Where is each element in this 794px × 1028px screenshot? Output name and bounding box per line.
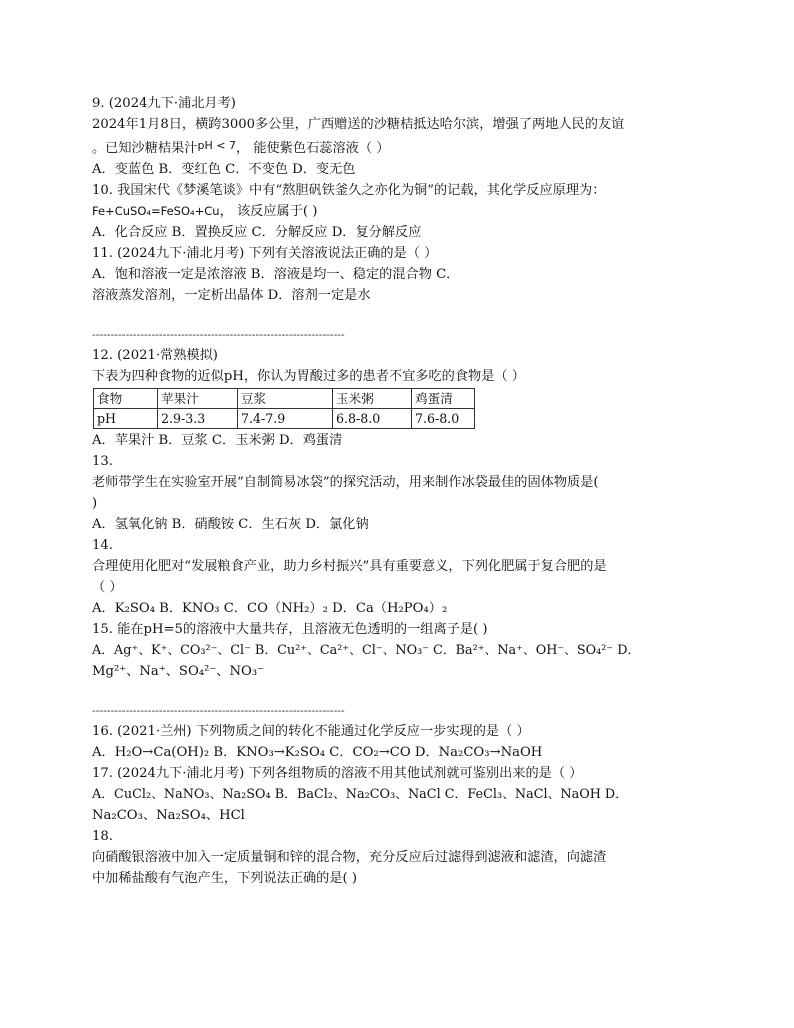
q18-stem-line1: 向硝酸银溶液中加入一定质量铜和锌的混合物，充分反应后过滤得到滤液和滤渣，向滤渣 bbox=[92, 850, 607, 865]
q14-options: A．K₂SO₄ B．KNO₃ C．CO（NH₂）₂ D．Ca（H₂PO₄）₂ bbox=[92, 601, 448, 616]
q10-stem-line2 bbox=[92, 201, 722, 222]
table-cell: 玉米粥 bbox=[333, 389, 412, 409]
q9-stem-line1: 2024年1月8日，横跨3000多公里，广西赠送的沙糖桔抵达哈尔滨，增强了两地人民的友谊 bbox=[92, 117, 625, 132]
q15-options-line2: Mg²⁺、Na⁺、SO₄²⁻、NO₃⁻ bbox=[92, 664, 265, 679]
exam-page bbox=[92, 93, 722, 889]
q14-stem-line2: （ ） bbox=[92, 580, 123, 595]
q17-options-line2: Na₂CO₃、Na₂SO₄、HCl bbox=[92, 808, 245, 823]
table-cell: 6.8-8.0 bbox=[333, 409, 412, 429]
q11-stem: 11. (2024九下·浦北月考) 下列有关溶液说法正确的是（ ） bbox=[92, 246, 438, 261]
q10-stem-line1: 10. 我国宋代《梦溪笔谈》中有“熬胆矾铁釜久之亦化为铜”的记载，其化学反应原理为： bbox=[92, 183, 606, 198]
q11-options-line2: 溶液蒸发溶剂，一定析出晶体 D．溶剂一定是水 bbox=[92, 288, 371, 303]
table-cell: 豆浆 bbox=[238, 389, 333, 409]
q9-stem-line2 bbox=[92, 135, 722, 159]
q12-header: 12. (2021·常熟模拟) bbox=[92, 348, 218, 363]
q18-number: 18. bbox=[92, 829, 113, 844]
separator-2: -------------------------------------------------------------------- bbox=[92, 704, 345, 717]
q11-options-line1: A．饱和溶液一定是浓溶液 B．溶液是均一、稳定的混合物 C． bbox=[92, 267, 460, 282]
q9-options: A．变蓝色 B．变红色 C．不变色 D．变无色 bbox=[92, 162, 356, 177]
q17-options-line1: A．CuCl₂、NaNO₃、Na₂SO₄ B．BaCl₂、Na₂CO₃、NaCl C．FeCl₃、NaCl、NaOH D． bbox=[92, 787, 628, 802]
q10-options: A．化合反应 B．置换反应 C．分解反应 D．复分解反应 bbox=[92, 225, 422, 240]
q17-stem: 17. (2024九下·浦北月考) 下列各组物质的溶液不用其他试剂就可鉴别出来的是（ ） bbox=[92, 766, 583, 781]
q9-header: 9. (2024九下·浦北月考) bbox=[92, 96, 236, 111]
table-cell: 鸡蛋清 bbox=[412, 389, 475, 409]
q13-stem-line2: ) bbox=[92, 496, 98, 511]
table-cell: 2.9-3.3 bbox=[158, 409, 238, 429]
table-cell: 7.6-8.0 bbox=[412, 409, 475, 429]
q13-stem-line1: 老师带学生在实验室开展“自制简易冰袋”的探究活动，用来制作冰袋最佳的固体物质是( bbox=[92, 475, 599, 490]
q16-stem: 16. (2021·兰州) 下列物质之间的转化不能通过化学反应一步实现的是（ ） bbox=[92, 724, 530, 739]
table-cell: 食物 bbox=[94, 389, 158, 409]
table-row bbox=[94, 409, 475, 429]
q14-stem-line1: 合理使用化肥对“发展粮食产业，助力乡村振兴”具有重要意义，下列化肥属于复合肥的是 bbox=[92, 559, 607, 574]
q13-number: 13. bbox=[92, 454, 113, 469]
table-header-row bbox=[94, 389, 475, 409]
table-cell: 苹果汁 bbox=[158, 389, 238, 409]
q9-stem-line2-b: ， 能使紫色石蕊溶液（ ） bbox=[235, 141, 390, 156]
table-cell: pH bbox=[94, 409, 158, 429]
q10-stem-line2-b: ， 该反应属于( ) bbox=[219, 204, 318, 219]
q18-stem-line2: 中加稀盐酸有气泡产生，下列说法正确的是( ) bbox=[92, 871, 358, 886]
q9-stem-line2-a: 。已知沙糖桔果汁 bbox=[92, 141, 198, 156]
q13-options: A．氢氧化钠 B．硝酸铵 C．生石灰 D．氯化钠 bbox=[92, 517, 369, 532]
q12-stem: 下表为四种食物的近似pH，你认为胃酸过多的患者不宜多吃的食物是（ ） bbox=[92, 369, 525, 384]
separator-1: -------------------------------------------------------------------- bbox=[92, 328, 345, 341]
q15-stem: 15. 能在pH=5的溶液中大量共存，且溶液无色透明的一组离子是( ) bbox=[92, 622, 488, 637]
table-cell: 7.4-7.9 bbox=[238, 409, 333, 429]
ph-table bbox=[93, 388, 475, 429]
q12-options: A．苹果汁 B．豆浆 C．玉米粥 D．鸡蛋清 bbox=[92, 433, 343, 448]
ph-expression: pH < 7 bbox=[197, 139, 236, 152]
q14-number: 14. bbox=[92, 538, 113, 553]
reaction-equation: Fe+CuSO₄=FeSO₄+Cu bbox=[92, 204, 220, 218]
q15-options-line1: A．Ag⁺、K⁺、CO₃²⁻、Cl⁻ B．Cu²⁺、Ca²⁺、Cl⁻、NO₃⁻ C．Ba²⁺、Na⁺、OH⁻、SO₄²⁻ D． bbox=[92, 643, 641, 658]
q16-options: A．H₂O→Ca(OH)₂ B．KNO₃→K₂SO₄ C．CO₂→CO D．Na₂CO₃→NaOH bbox=[92, 745, 543, 760]
